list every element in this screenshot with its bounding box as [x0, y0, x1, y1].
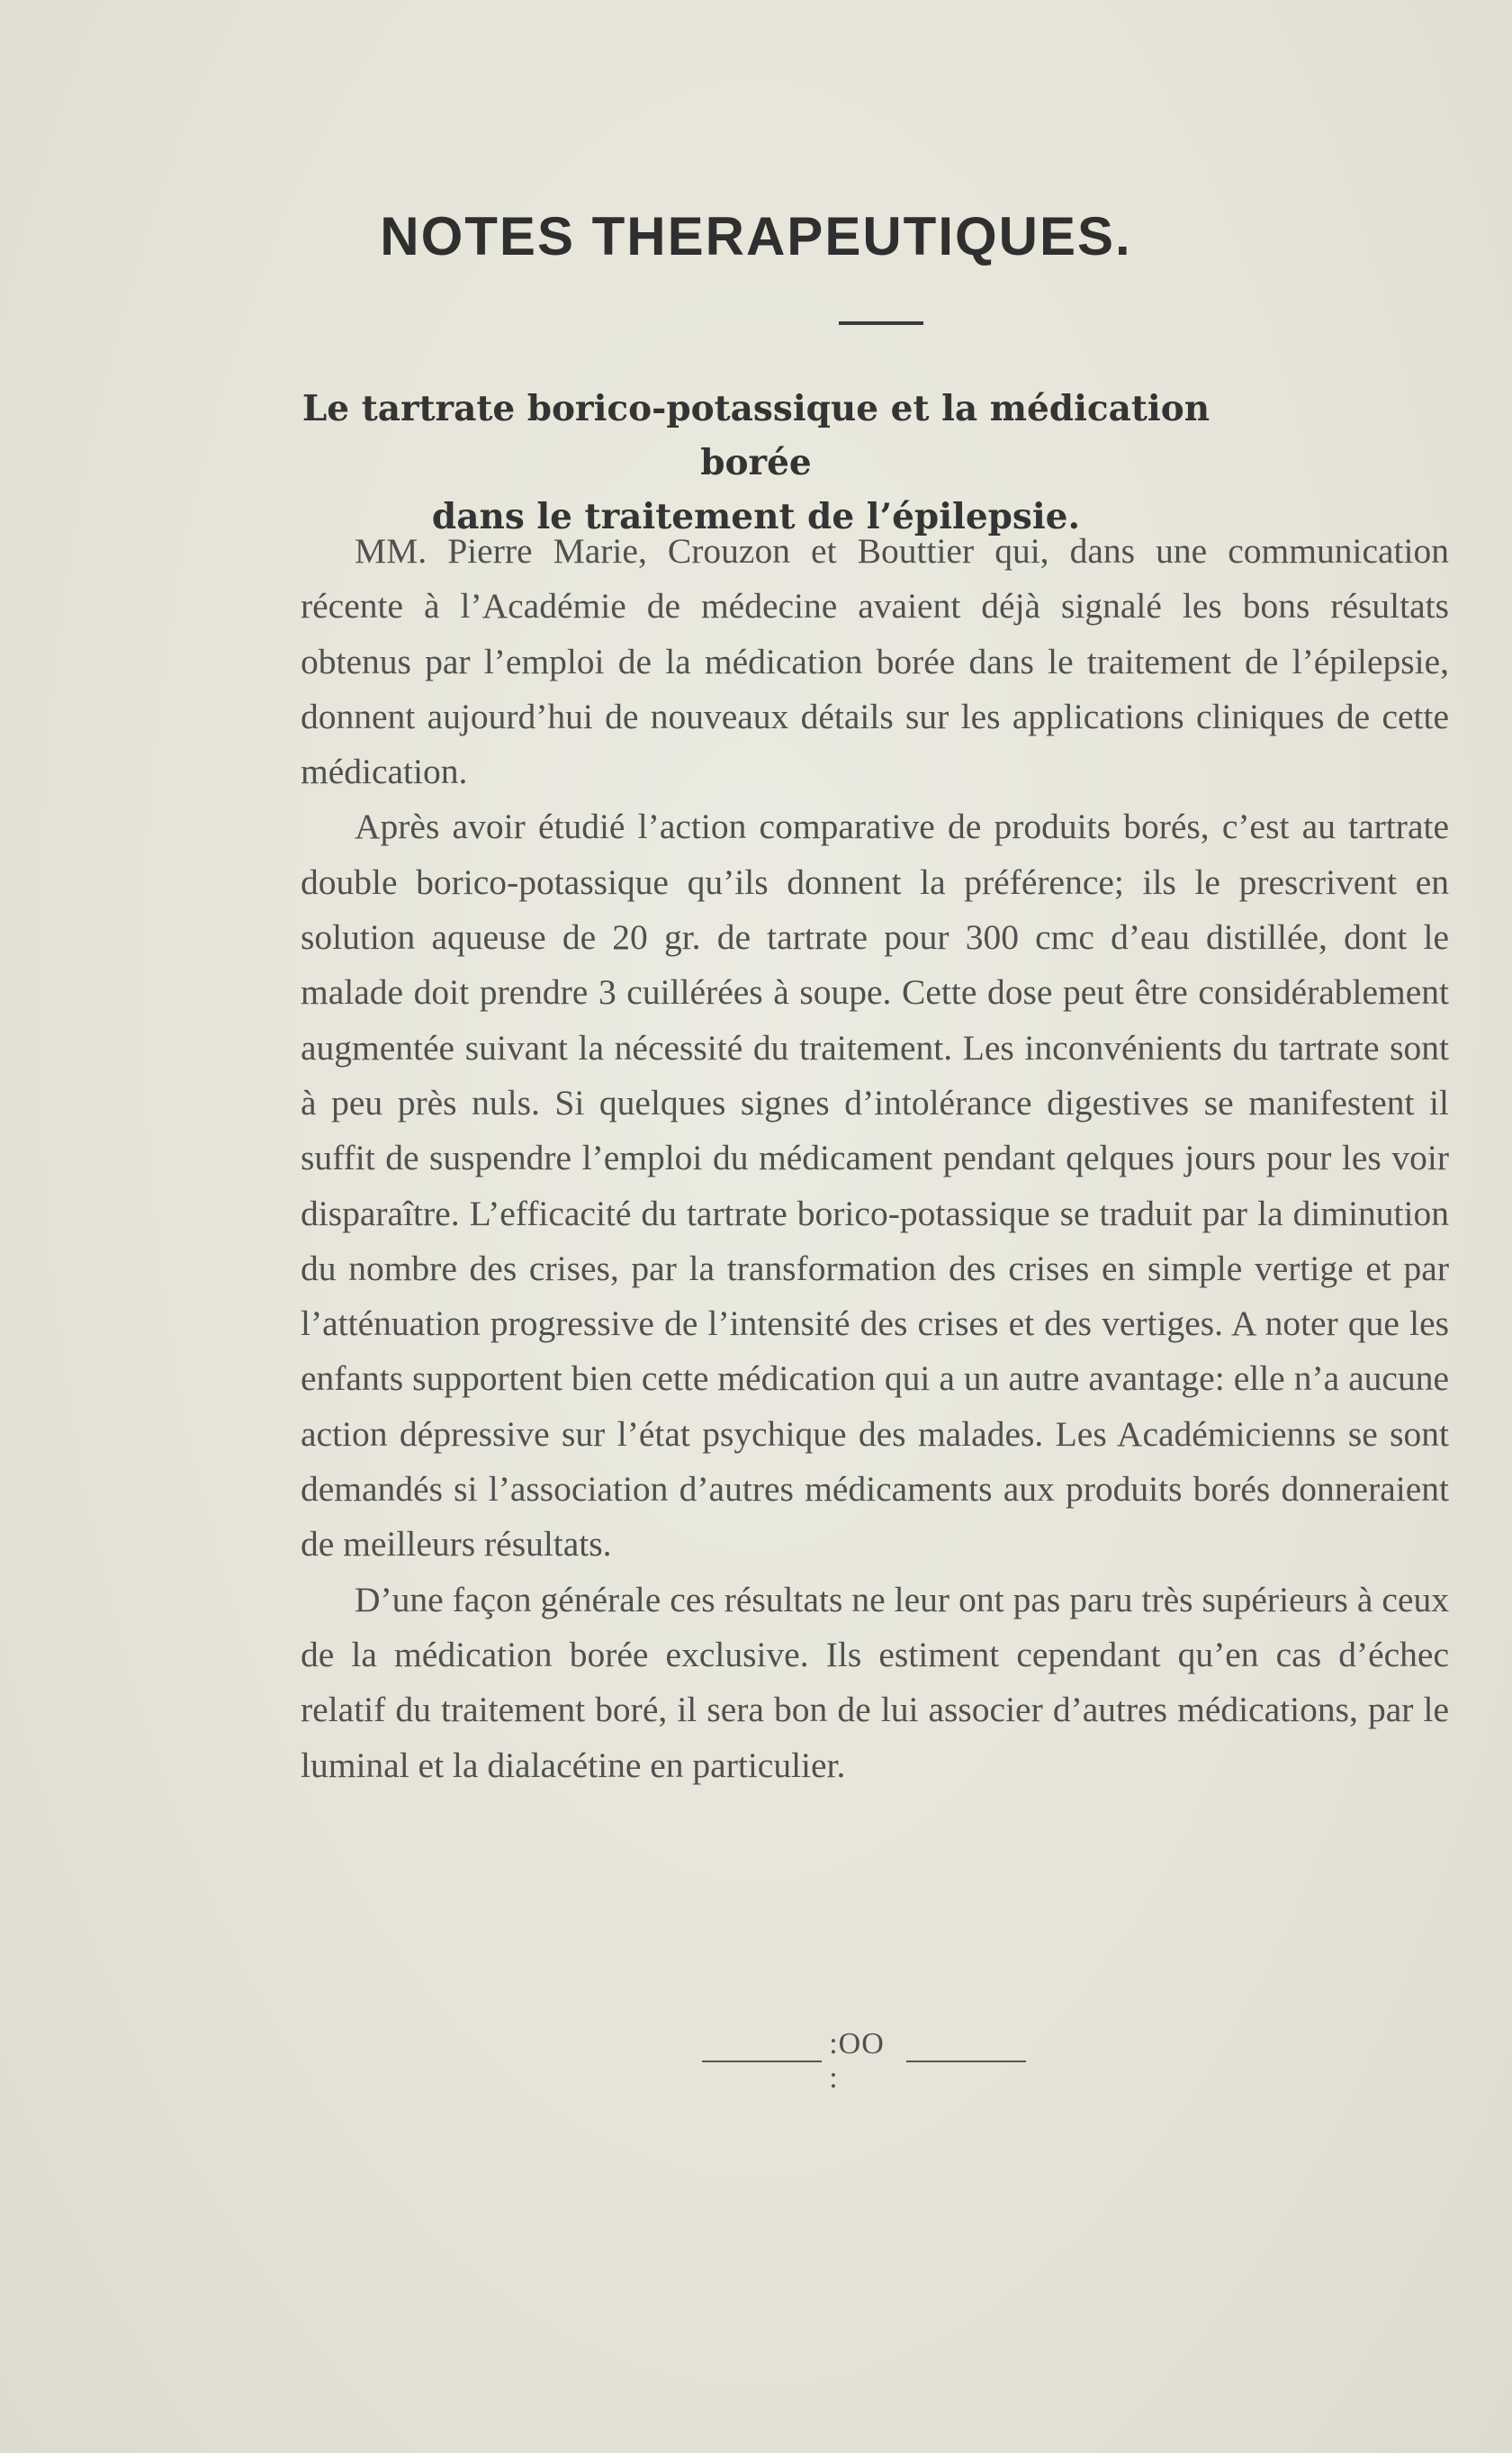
paragraph-2: Après avoir étudié l’action comparative de produits borés, c’est au tartrate double borico-potassique qu’ils donnent la préférence; ils le prescrivent en solution aqueuse de 20 gr. de tartrate pour 300 cmc d’eau distillée, dont le malade doit prendre 3 cuillérées à soupe. Cette dose peut être considérablement augmentée suivant la nécessité du traitement. Les inconvénients du tartrate sont à peu près nuls. Si quelques signes d’intolérance digestives se manifestent il suffit de suspendre l’emploi du médicament pendant qelques jours pour les voir disparaître. L’efficacité du tartrate borico-potassique se traduit par la diminution du nombre des crises, par la transformation des crises en simple vertige et par l’atténuation progressive de l’intensité des crises et des vertiges. A noter que les enfants supportent bien cette médication qui a un autre avantage: elle n’a aucune action dépressive sur l’état psychique des malades. Les Académicienns se sont demandés si l’association d’autres médicaments aux produits borés donneraient de meilleurs résultats. [301, 807, 1449, 1565]
separator-mark: :OO : [829, 2027, 885, 2095]
paragraph-3: D’une façon générale ces résultats ne leur ont pas paru très supérieurs à ceux de la médication borée exclusive. Ils estiment cependant qu’en cas d’échec relatif du traitement boré, il sera bon de lui associer d’autres médications, par le luminal et la dialacétine en particulier. [301, 1579, 1449, 1785]
end-separator [702, 2027, 1026, 2095]
separator-line-right [906, 2061, 1026, 2062]
separator-line-left [702, 2061, 822, 2062]
article-subtitle-line-1: Le tartrate borico-potassique et la médication borée [302, 388, 1210, 483]
page-title: NOTES THERAPEUTIQUES. [380, 206, 1132, 266]
paragraph-1: MM. Pierre Marie, Crouzon et Bouttier qui, dans une communication récente à l’Académie de médecine avaient déjà signalé les bons résultats obtenus par l’emploi de la médication borée dans le traitement de l’épilepsie, donnent aujourd’hui de nouveaux détails sur les applications cliniques de cette médication. [301, 531, 1449, 792]
article-subtitle-line-2: dans le traitement de l’épilepsie. [431, 496, 1081, 537]
article-body [301, 524, 1449, 1793]
article-subtitle [270, 382, 1242, 544]
title-divider [839, 321, 923, 325]
